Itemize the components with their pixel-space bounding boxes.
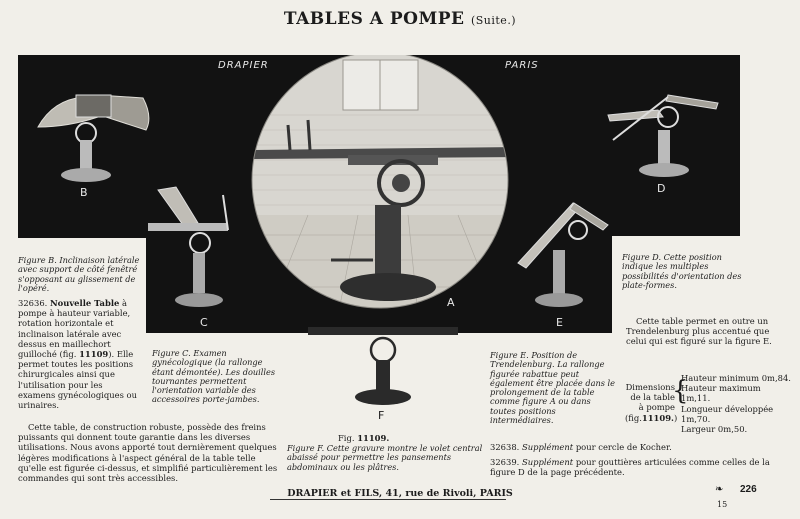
footer-underline [270,499,506,500]
supplement-32638: 32638. Supplément pour cercle de Kocher. [490,442,672,452]
dimensions-brace: { [672,376,689,406]
page-number: 226 [740,484,757,495]
figure-a-photo [248,55,524,315]
article-paragraph-2: Cette table, de construction robuste, possède des freins puissants qui donnent toute garantie dans les diverses utilisations. Nous avons apporté tout dernièrement quelques légères modifications à l'aspect général de la table telle qu'elle est figurée ci-dessus, et simplifié particulièrement les commandes qui sont très accessibles. [18,422,278,484]
caption-figure-d: Figure D. Cette position indique les multiples possibilités d'orientation des plate-formes. [622,252,742,290]
figure-letter-d: D [657,182,666,195]
figure-number: Fig. 11109. [338,433,390,443]
decorative-ornament-icon: ❧ [715,484,724,495]
brand-drapier: DRAPIER [218,60,269,71]
figure-letter-a: A [447,296,455,309]
figure-d-drawing [608,95,718,177]
caption-figure-b: Figure B. Inclinaison latérale avec support de côté fenêtré s'opposant au glissement de l'opéré. [18,255,140,293]
figure-letter-e: E [556,316,563,329]
figure-letter-c: C [200,316,208,329]
figure-e-drawing [518,203,608,307]
brand-paris: PARIS [505,60,539,71]
figure-b-drawing [38,95,149,182]
signature-number: 15 [717,500,728,509]
dimensions-list: Hauteur minimum 0m,84. Hauteur maximum 1m,11. Longueur développée 1m,70. Largeur 0m,50. [681,373,791,435]
caption-figure-f: Figure F. Cette gravure montre le volet central abaissé pour permettre les pansements abdominaux ou les plâtres. [287,443,483,472]
supplement-32639: 32639. Supplément pour gouttières articulées comme celles de la figure D de la page précédente. [490,457,770,478]
page-title: TABLES A POMPE (Suite.) [283,9,517,29]
caption-figure-e: Figure E. Position de Trendelenburg. La rallonge figurée rabattue peut également être placée dans le prolongement de la table comme figure A ou dans toutes positions intermédiaires. [490,350,615,426]
article-32636: 32636. Nouvelle Table à pompe à hauteur variable, rotation horizontale et inclinaison latérale avec dessus en maillechort guilloché (fig. 11109). Elle permet toutes les positions chirurgicales ainsi que l'utilisation pour les examens gynécologiques ou urinaires. [18,298,137,411]
figure-c-drawing [148,187,228,307]
figure-f-drawing [308,327,458,405]
dimensions-label: Dimensions de la table à pompe (fig.11109.) [625,382,678,423]
figure-letter-f: F [378,409,385,422]
figure-letter-b: B [80,186,88,199]
footer-address: DRAPIER et FILS, 41, rue de Rivoli, PARIS [287,488,513,499]
caption-figure-c: Figure C. Examen gynécologique (la rallonge étant démontée). Les douilles tournantes permettent l'orientation variable des accessoires porte-jambes. [152,348,276,405]
trendelenburg-note: Cette table permet en outre un Trendelenburg plus accentué que celui qui est figuré sur la figure E. [626,316,772,347]
